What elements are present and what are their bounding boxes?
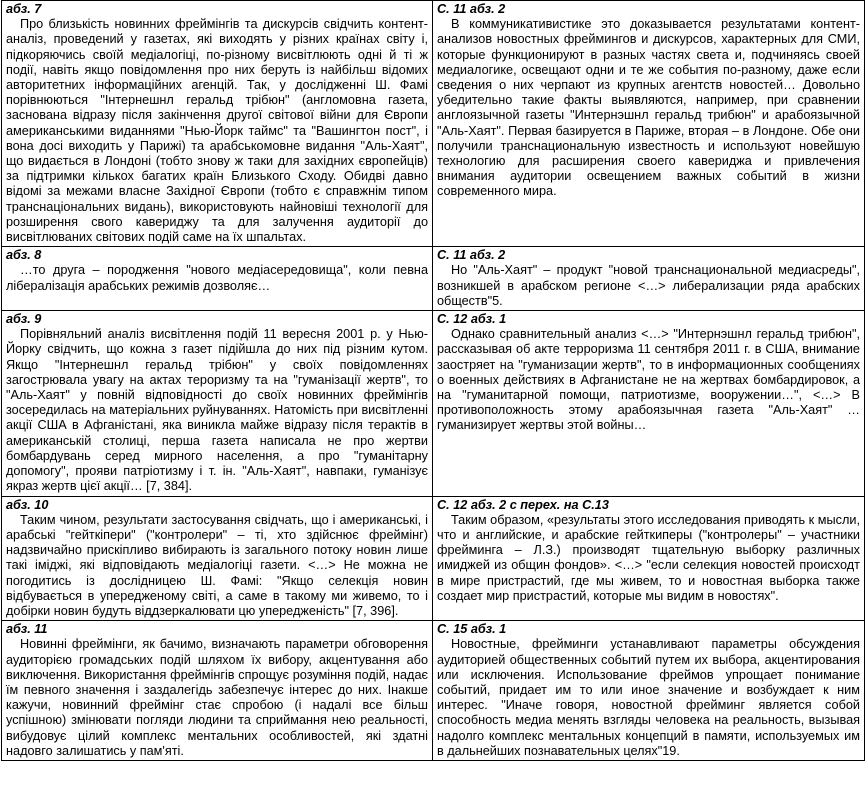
paragraph-text: Новинні фреймінги, як бачимо, визначають параметри обговорення аудиторією громадських подій шляхом їх вибору, акцентування або виключення. Використання фреймінгів спрощує розуміння подій, надає їм певного значення і заздалегідь забезпечує інтерес до них. Інакше кажучи, новинний фреймінг стає спробою (і надалі все більш успішною) змінювати погляди людини та сприймання нею реальності, вибудовує цілий комплекс ментальних особливостей, які здатні надовго залишатись у пам'яті. <box>6 637 428 758</box>
source-reference: С. 12 абз. 2 с перех. на С.13 <box>437 497 609 512</box>
right-cell <box>433 496 865 621</box>
left-cell <box>2 311 433 496</box>
paragraph-text: Порівняльний аналіз висвітлення подій 11 вересня 2001 р. у Нью-Йорку свідчить, що кожна з газет підійшла до них під різним кутом. Якщо "Інтернешнл геральд трібюн" у своїх повідомленнях загострювала увагу на актах тероризму та на "гуманізації жертв", то "Аль-Хаят" у повній відповідності до своїх новинних фреймінгів зосередилась на матеріальних руйнуваннях. Натомість при висвітленні акції США в Афганістані, яка виникла майже відразу після терактів в американській столиці, перша газета написала не про жертви бомбардувань серед мирного населення, а про "гуманітарну допомогу", прояви патріотизму і т. ін. "Аль-Хаят", навпаки, гуманізує якраз жертв цієї акції… [7, 384]. <box>6 327 428 494</box>
table-row <box>2 311 865 496</box>
source-text: Таким образом, «результаты этого исследования приводять к мысли, что и английские, и арабские гейткиперы ("контролеры" – участники фрейминга – Л.З.) производят тщательную выборку различных имиджей из общин фондов». <…> "если селекция новостей происходт в мире пристрастий, где мы живем, то и новостная выборка также создает мир пристрастий, которые мы видим в новостях". <box>437 512 860 603</box>
right-cell <box>433 1 865 247</box>
left-cell <box>2 1 433 247</box>
source-reference: С. 11 абз. 2 <box>437 248 506 263</box>
paragraph-reference: абз. 7 <box>6 2 42 16</box>
source-reference: С. 12 абз. 1 <box>437 312 507 327</box>
source-reference: С. 15 абз. 1 <box>437 622 507 637</box>
source-text: Но "Аль-Хаят" – продукт "новой транснациональной медиасреды", возникшей в арабском регионе <…> либерализации ряда арабских обществ"5. <box>437 263 860 308</box>
comparison-table <box>1 0 865 761</box>
paragraph-text: Про близькість новинних фреймінгів та дискурсів свідчить контент-аналіз, проведений у газетах, які виходять у різних країнах світу і, підкоряючись своїй медіалогіці, по-різному висвітлюють одні й ті ж події, навіть якщо повідомлення про них беруть із найбільш відомих авторитетних інформаційних агенцій. Так, у дослідженні Ш. Фамі порівнюються "Інтернешнл геральд трібюн" (англомовна газета, заснована відразу після закінчення другої світової війни для Європи американськими виданнями "Нью-Йорк таймс" та "Вашингтон пост", і вона досі виходить у Парижі) та арабськомовне видання "Аль-Хаят", що видається в Лондоні (тобто знову ж таки для західних європейців) за підтримки кількох багатих країн Близького Сходу. Обидві давно відомі за межами власне Західної Європи (тобто є справжнім типом транснаціональних видань), використовують найновіші технології для розширення свого кавериджу та для залучення аудиторії до висвітлюваних світових подій саме на їх шпальтах. <box>6 17 428 245</box>
paragraph-reference: абз. 10 <box>6 497 49 512</box>
source-text: В коммуникативистике это доказывается результатами контент-анализов новостных фреймингов и дискурсов, характерных для СМИ, которые функционируют в разных частях света и, подчиняясь своей медиалогике, освещают одни и те же события по-разному, даже если сведения о них черпают из крупных агентств новостей… Довольно убедительно такие факты выявляются, например, при сравнении англоязычной газеты "Интернэшнл геральд трибюн" и арабоязычной "Аль-Хаят". Первая базируется в Париже, вторая – в Лондоне. Обе они получили транснациональную известность и используют новейшую технологию для расширения своего кавериджа и привлечения внимания аудитории освещением важных событий в жизни современного мира. <box>437 17 860 199</box>
left-cell <box>2 621 433 761</box>
paragraph-text: Таким чином, результати застосування свідчать, що і американські, і арабські "гейткіпери" ("контролери" – ті, хто здійснює фреймінг) надзвичайно прискіпливо вибирають із загального потоку новин лише такі іміджі, які відповідають медіалогіці газети. <…> Не можна не погодитись із дослідницею Ш. Фамі: "Якщо селекція новин відбувається в упередженому світі, а саме в такому ми живемо, то і добірки новин будуть віддзеркалювати цю упередженість" [7, 396]. <box>6 512 428 618</box>
source-text: Новостные, фрейминги устанавливают параметры обсуждения аудиторией общественных событий путем их выбора, акцентирования или исключения. Использование фреймов упрощает понимание событий, придает им то или иное значение и возбуждает к ним интерес. "Иначе говоря, новостной фрейминг является собой способность медиа менять взгляды человека на реальность, вызывая надолго комплекс ментальных концепций в памяти, используемых им в дальнейших познавательных целях"19. <box>437 637 860 758</box>
right-cell <box>433 247 865 311</box>
left-cell <box>2 247 433 311</box>
left-cell <box>2 496 433 621</box>
paragraph-reference: абз. 11 <box>6 622 48 637</box>
paragraph-text: …то друга – породження "нового медіасередовища", коли певна лібералізація арабських режимів дозволяє… <box>6 263 428 293</box>
source-text: Однако сравнительный анализ <…> "Интернэшнл геральд трибюн", рассказывая об акте терроризма 11 сентября 2011 г. в США, внимание заостряет на "гуманизации жертв", то в информационных сообщениях о военных действиях в Афганистане не на жертвах бомбардировок, а на "гуманитарной помощи, патриотизме, вооружении…", <…> В противоположность этому арабоязычная газета "Аль-Хаят" … гуманизирует жертвы этой войны… <box>437 327 860 433</box>
source-reference: С. 11 абз. 2 <box>437 2 506 16</box>
paragraph-reference: абз. 8 <box>6 248 42 263</box>
right-cell <box>433 621 865 761</box>
paragraph-reference: абз. 9 <box>6 312 42 327</box>
table-row <box>2 247 865 311</box>
right-cell <box>433 311 865 496</box>
table-row <box>2 621 865 761</box>
table-row <box>2 1 865 247</box>
table-row <box>2 496 865 621</box>
